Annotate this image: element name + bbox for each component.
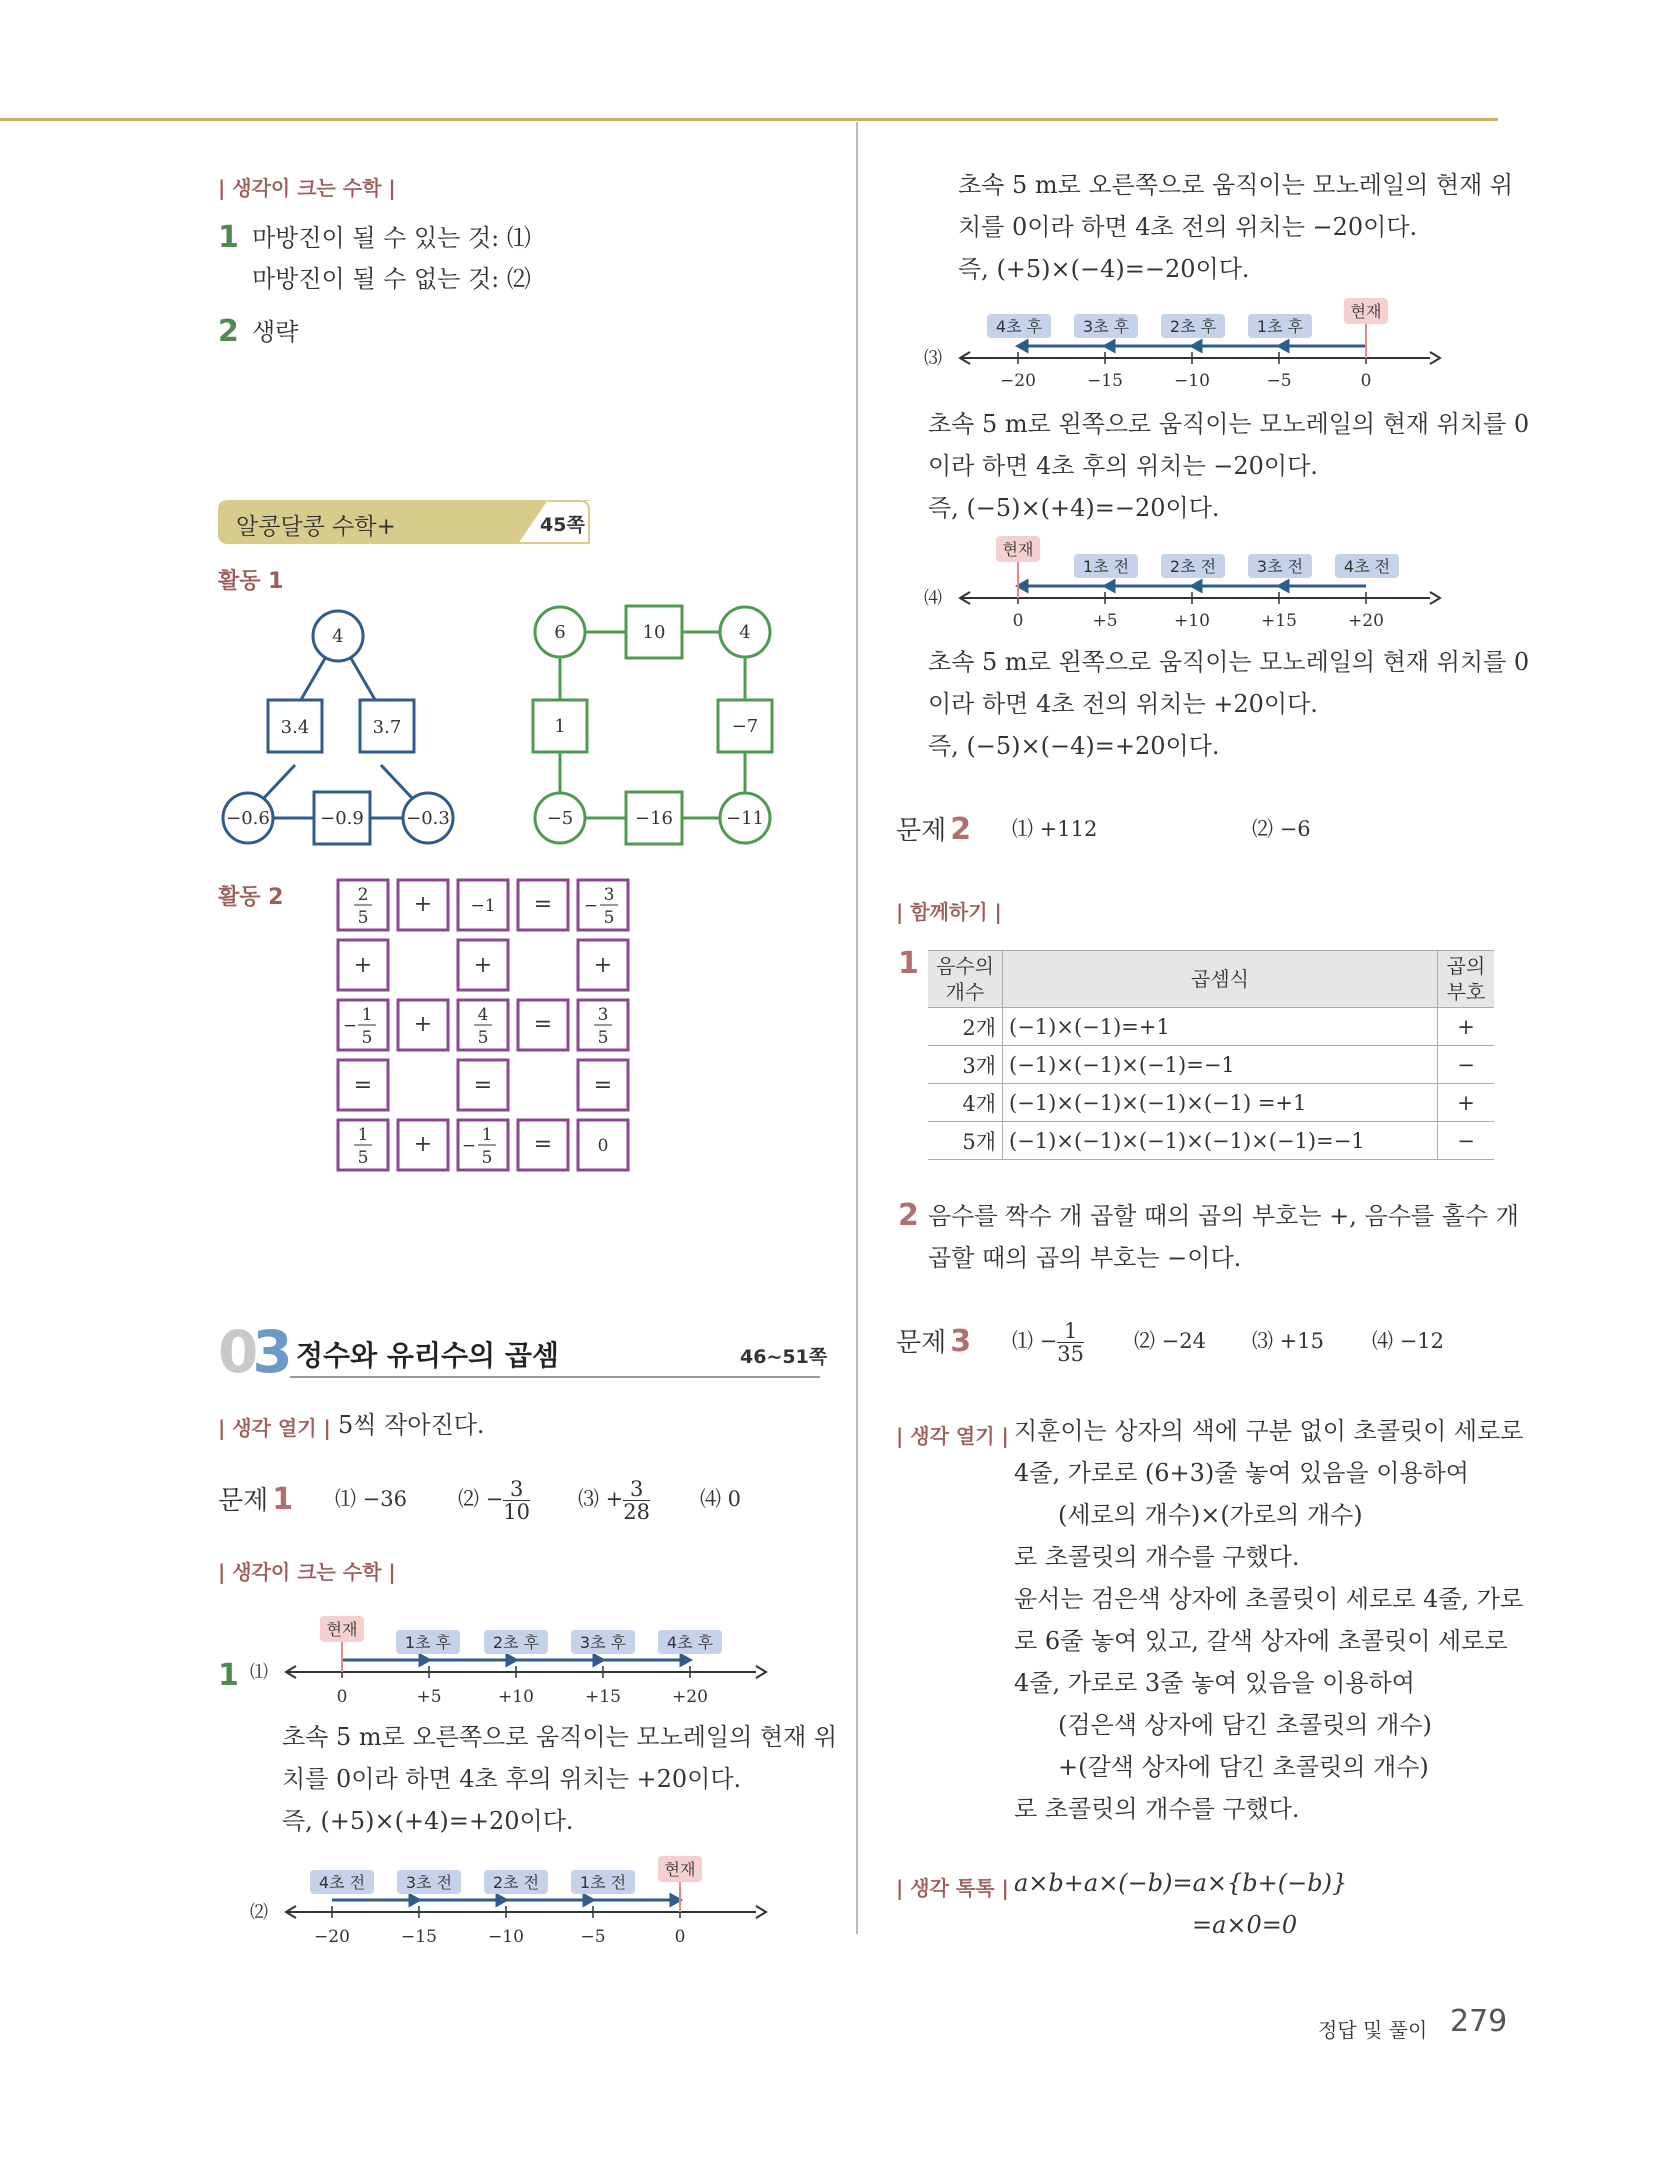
nl3-tag: 2초 후 — [1169, 317, 1217, 336]
question-number: 1 — [218, 1658, 239, 1693]
answer-line: (세로의 개수)×(가로의 개수) — [1058, 1501, 1363, 1529]
table-header-row — [928, 951, 1494, 1008]
section-title: 정수와 유리수의 곱셈 — [296, 1339, 559, 1372]
banner-page: 45쪽 — [540, 514, 585, 536]
problem-3-answer-a: ⑴ − $\frac{1}{35}$ — [1012, 1319, 1085, 1366]
sq-bottom-mid: −16 — [635, 808, 673, 829]
table-cell: + — [1438, 1084, 1495, 1122]
answer-line: 즉, (−5)×(+4)=−20이다. — [928, 494, 1220, 522]
nl2-now: 현재 — [664, 1860, 696, 1879]
grid-r3-eq: = — [533, 1012, 553, 1037]
page-number: 279 — [1450, 2004, 1508, 2039]
grid-r4-eq: = — [593, 1073, 613, 1098]
table-cell: (−1)×(−1)×(−1)×(−1)×(−1)=−1 — [1003, 1122, 1438, 1160]
table-cell: − — [1438, 1122, 1495, 1160]
answer-line: 곱할 때의 곱의 부호는 −이다. — [928, 1244, 1242, 1272]
grid-r5-eq: = — [533, 1132, 553, 1157]
sq-top-mid: 10 — [642, 622, 666, 643]
table-cell: (−1)×(−1)×(−1)×(−1) =+1 — [1003, 1084, 1438, 1122]
think-tip-label: | 생각 톡톡 | — [896, 1876, 1009, 1900]
nl4-tag: 3초 전 — [1256, 557, 1304, 576]
grid-r2-op: + — [353, 953, 373, 978]
nl2-label: ⑵ — [250, 1902, 268, 1923]
number-line-3 — [922, 296, 1442, 396]
nl2-tag: 2초 전 — [492, 1873, 540, 1892]
together-label: | 함께하기 | — [896, 900, 1002, 924]
question-number: 1 — [218, 220, 239, 255]
problem-3-label: 문제 3 — [896, 1324, 972, 1359]
tip-formula: a×b+a×(−b)=a×{b+(−b)} — [1014, 1869, 1348, 1897]
sq-bottom-right: −11 — [726, 808, 764, 829]
grid-r5-c: 0 — [597, 1136, 609, 1156]
answer-line: 음수를 짝수 개 곱할 때의 곱의 부호는 +, 음수를 홀수 개 — [928, 1202, 1519, 1230]
answer-line: 지훈이는 상자의 색에 구분 없이 초콜릿이 세로로 — [1014, 1417, 1524, 1445]
table-cell: (−1)×(−1)×(−1)=−1 — [1003, 1046, 1438, 1084]
table-header: 음수의 개수 — [928, 951, 1003, 1008]
activity-2-label: 활동 2 — [218, 885, 284, 910]
grid-r3-c-num: 3 — [597, 1005, 609, 1025]
nl4-tick-label: +5 — [1092, 611, 1118, 631]
sq-mid-right: −7 — [731, 716, 759, 737]
problem-2-label: 문제 2 — [896, 812, 972, 847]
nl4-tag: 2초 전 — [1169, 557, 1217, 576]
answer-line: 4줄, 가로로 3줄 놓여 있음을 이용하여 — [1014, 1669, 1415, 1697]
think-math-label: | 생각이 크는 수학 | — [218, 176, 396, 200]
grid-r1-b: −1 — [470, 896, 496, 916]
nl1-tick-label: 0 — [336, 1687, 348, 1707]
sq-mid-left: 1 — [554, 716, 566, 737]
think-open-label: | 생각 열기 | — [896, 1424, 1009, 1448]
grid-r1-op: + — [413, 892, 433, 917]
nl4-label: ⑷ — [924, 588, 942, 609]
tri-bottom-right: −0.3 — [406, 808, 450, 829]
sq-top-right: 4 — [739, 622, 751, 643]
table-cell: 2개 — [928, 1008, 1003, 1046]
answer-line: 마방진이 될 수 있는 것: ⑴ — [252, 224, 531, 252]
table-cell: − — [1438, 1046, 1495, 1084]
answer-line: 이라 하면 4초 후의 위치는 −20이다. — [928, 452, 1318, 480]
nl2-tag: 1초 전 — [579, 1873, 627, 1892]
problem-1-answer-d: ⑷ 0 — [700, 1487, 742, 1511]
question-number: 2 — [898, 1198, 919, 1233]
grid-r2-op: + — [473, 953, 493, 978]
question-number: 2 — [218, 314, 239, 349]
answer-line: 로 초콜릿의 개수를 구했다. — [1014, 1543, 1300, 1571]
nl2-tick-label: −10 — [488, 1927, 524, 1947]
problem-1-answer-c: ⑶ + $\frac{3}{28}$ — [578, 1477, 651, 1524]
footer-title: 정답 및 풀이 — [1318, 2018, 1428, 2042]
nl1-now: 현재 — [326, 1620, 358, 1639]
nl2-tick-label: 0 — [674, 1927, 686, 1947]
nl4-now: 현재 — [1002, 540, 1034, 559]
grid-r2-op: + — [593, 953, 613, 978]
answer-line: 4줄, 가로로 (6+3)줄 놓여 있음을 이용하여 — [1014, 1459, 1469, 1487]
activity-1-label: 활동 1 — [218, 569, 284, 594]
answer-line: 생략 — [252, 318, 299, 346]
grid-r1-c-den: 5 — [603, 908, 615, 928]
nl1-tick-label: +15 — [585, 1687, 621, 1707]
grid-r1-a-den: 5 — [357, 908, 369, 928]
grid-r3-a-den: 5 — [361, 1028, 373, 1048]
nl3-tick-label: −5 — [1266, 371, 1292, 391]
grid-r5-a-den: 5 — [357, 1148, 369, 1168]
nl4-tick-label: +20 — [1348, 611, 1384, 631]
think-open-label: | 생각 열기 | — [218, 1416, 331, 1440]
grid-r3-c-den: 5 — [597, 1028, 609, 1048]
square-diagram — [530, 600, 780, 860]
grid-r5-op: + — [413, 1132, 433, 1157]
answer-line: 초속 5 m로 오른쪽으로 움직이는 모노레일의 현재 위 — [958, 171, 1514, 199]
question-number: 1 — [898, 946, 919, 981]
think-open-text: 5씩 작아진다. — [338, 1411, 485, 1439]
nl4-tick-label: +10 — [1174, 611, 1210, 631]
grid-r1-eq: = — [533, 892, 553, 917]
nl2-tag: 3초 전 — [405, 1873, 453, 1892]
grid-r5-b-den: 5 — [481, 1148, 493, 1168]
nl2-tick-label: −15 — [401, 1927, 437, 1947]
answer-line: 즉, (+5)×(−4)=−20이다. — [958, 255, 1250, 283]
table-cell: 4개 — [928, 1084, 1003, 1122]
tri-top: 4 — [332, 626, 344, 647]
grid-r1-a-num: 2 — [357, 885, 369, 905]
problem-2-answer-a: ⑴ +112 — [1012, 817, 1098, 841]
nl3-tag: 3초 후 — [1082, 317, 1130, 336]
table-row — [928, 1008, 1494, 1046]
section-rule — [290, 1376, 820, 1378]
table-header: 곱셈식 — [1003, 951, 1438, 1008]
problem-3-answer-b: ⑵ −24 — [1134, 1329, 1206, 1353]
answer-line: 초속 5 m로 왼쪽으로 움직이는 모노레일의 현재 위치를 0 — [928, 410, 1530, 438]
nl1-tick-label: +10 — [498, 1687, 534, 1707]
section-number: 03 — [218, 1318, 287, 1386]
nl3-tick-label: 0 — [1360, 371, 1372, 391]
tri-left: 3.4 — [280, 717, 310, 738]
triangle-diagram — [218, 600, 468, 860]
nl1-tick-label: +5 — [416, 1687, 442, 1707]
sq-top-left: 6 — [554, 622, 566, 643]
nl3-tick-label: −10 — [1174, 371, 1210, 391]
number-line-1 — [248, 1612, 768, 1712]
nl1-tag: 3초 후 — [579, 1633, 627, 1652]
table-cell: (−1)×(−1)=+1 — [1003, 1008, 1438, 1046]
problem-1-answer-a: ⑴ −36 — [335, 1487, 407, 1511]
tri-right: 3.7 — [372, 717, 402, 738]
answer-line: 즉, (−5)×(−4)=+20이다. — [928, 732, 1220, 760]
nl2-tick-label: −20 — [314, 1927, 350, 1947]
nl3-tick-label: −20 — [1000, 371, 1036, 391]
nl2-tag: 4초 전 — [318, 1873, 366, 1892]
answer-line: 로 초콜릿의 개수를 구했다. — [1014, 1795, 1300, 1823]
table-cell: 3개 — [928, 1046, 1003, 1084]
table-cell: + — [1438, 1008, 1495, 1046]
answer-line: 로 6줄 놓여 있고, 갈색 상자에 초콜릿이 세로로 — [1014, 1627, 1508, 1655]
problem-1-answer-b: ⑵ − $\frac{3}{10}$ — [458, 1477, 531, 1524]
grid-r3-b-num: 4 — [477, 1005, 489, 1025]
grid-r5-b-sign: − — [461, 1136, 477, 1156]
grid-r5-a-num: 1 — [357, 1125, 369, 1145]
column-divider — [856, 122, 858, 1934]
top-rule — [0, 118, 1498, 121]
section-pages: 46~51쪽 — [740, 1346, 828, 1368]
nl1-tag: 4초 후 — [666, 1633, 714, 1652]
grid-r4-eq: = — [353, 1073, 373, 1098]
answer-line: 즉, (+5)×(+4)=+20이다. — [282, 1807, 574, 1835]
nl1-tag: 1초 후 — [404, 1633, 452, 1652]
grid-r3-b-den: 5 — [477, 1028, 489, 1048]
nl3-tag: 1초 후 — [1256, 317, 1304, 336]
table-row — [928, 1084, 1494, 1122]
grid-r4-eq: = — [473, 1073, 493, 1098]
nl2-tick-label: −5 — [580, 1927, 606, 1947]
tri-bottom-mid: −0.9 — [320, 808, 364, 829]
problem-3-answer-c: ⑶ +15 — [1252, 1329, 1324, 1353]
nl4-tick-label: 0 — [1012, 611, 1024, 631]
answer-line: 윤서는 검은색 상자에 초콜릿이 세로로 4줄, 가로 — [1014, 1585, 1524, 1613]
nl3-tag: 4초 후 — [995, 317, 1043, 336]
answer-line: +(갈색 상자에 담긴 초콜릿의 개수) — [1058, 1753, 1429, 1781]
nl4-tick-label: +15 — [1261, 611, 1297, 631]
tip-formula: =a×0=0 — [1192, 1911, 1298, 1939]
nl1-tag: 2초 후 — [492, 1633, 540, 1652]
think-math-label: | 생각이 크는 수학 | — [218, 1560, 396, 1584]
answer-line: 초속 5 m로 왼쪽으로 움직이는 모노레일의 현재 위치를 0 — [928, 648, 1530, 676]
nl3-now: 현재 — [1350, 302, 1382, 321]
nl1-tick-label: +20 — [672, 1687, 708, 1707]
table-header: 곱의 부호 — [1438, 951, 1495, 1008]
grid-r1-c-num: 3 — [603, 885, 615, 905]
fraction-grid — [336, 878, 636, 1178]
nl1-label: ⑴ — [250, 1662, 268, 1683]
grid-r3-a-sign: − — [342, 1016, 358, 1036]
number-line-2 — [248, 1852, 768, 1952]
number-line-4 — [922, 534, 1442, 634]
nl4-tag: 1초 전 — [1082, 557, 1130, 576]
answer-line: (검은색 상자에 담긴 초콜릿의 개수) — [1058, 1711, 1432, 1739]
grid-r5-b-num: 1 — [481, 1125, 493, 1145]
sq-bottom-left: −5 — [546, 808, 574, 829]
answer-line: 치를 0이라 하면 4초 후의 위치는 +20이다. — [282, 1765, 742, 1793]
table-row — [928, 1046, 1494, 1084]
problem-1-label: 문제 1 — [218, 1482, 294, 1517]
nl4-tag: 4초 전 — [1343, 557, 1391, 576]
answer-line: 이라 하면 4초 전의 위치는 +20이다. — [928, 690, 1318, 718]
banner-title: 알콩달콩 수학+ — [236, 514, 396, 540]
nl3-tick-label: −15 — [1087, 371, 1123, 391]
table-cell: 5개 — [928, 1122, 1003, 1160]
answer-line: 초속 5 m로 오른쪽으로 움직이는 모노레일의 현재 위 — [282, 1723, 838, 1751]
answer-line: 치를 0이라 하면 4초 전의 위치는 −20이다. — [958, 213, 1418, 241]
problem-2-answer-b: ⑵ −6 — [1252, 817, 1311, 841]
sign-table — [928, 950, 1494, 1160]
grid-r3-a-num: 1 — [361, 1005, 373, 1025]
answer-line: 마방진이 될 수 없는 것: ⑵ — [252, 265, 531, 293]
table-row — [928, 1122, 1494, 1160]
grid-r3-op: + — [413, 1012, 433, 1037]
grid-r1-c-sign: − — [583, 896, 599, 916]
problem-3-answer-d: ⑷ −12 — [1372, 1329, 1444, 1353]
tri-bottom-left: −0.6 — [226, 808, 270, 829]
nl3-label: ⑶ — [924, 348, 942, 369]
